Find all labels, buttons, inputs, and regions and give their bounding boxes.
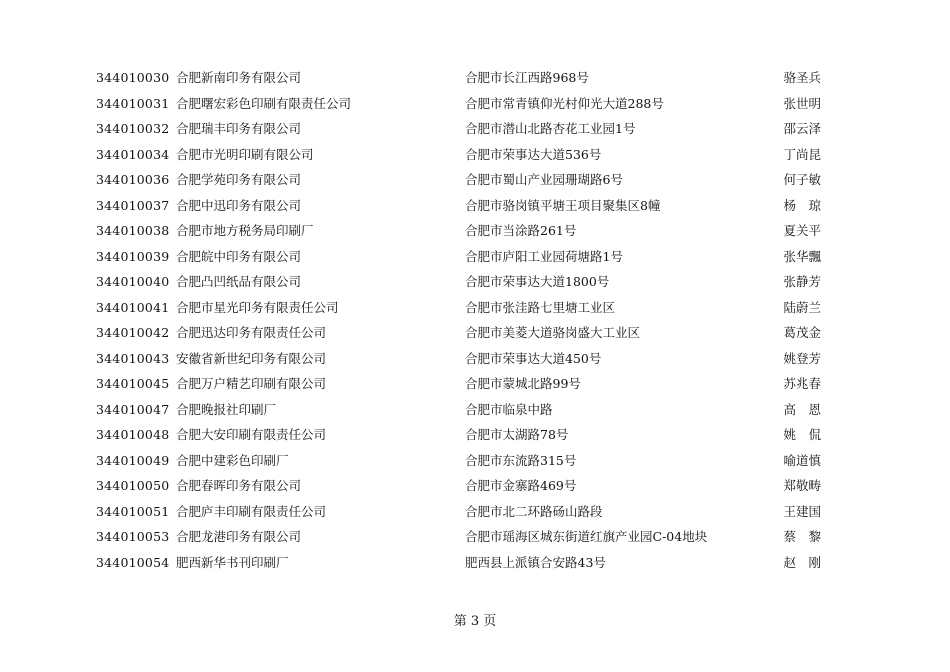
- enterprise-name: 合肥凸凹纸品有限公司: [176, 274, 302, 289]
- contact-person: 张华飄: [783, 248, 821, 264]
- table-row: [0, 448, 950, 474]
- enterprise-address: 合肥市瑶海区城东街道红旗产业园C-04地块: [465, 529, 708, 544]
- enterprise-address: 合肥市当涂路261号: [465, 223, 577, 238]
- enterprise-address: 合肥市潜山北路杏花工业园1号: [465, 121, 636, 136]
- enterprise-name: 安徽省新世纪印务有限公司: [176, 350, 327, 366]
- enterprise-code: 344010032: [96, 121, 170, 136]
- enterprise-code: 344010045: [96, 376, 170, 391]
- enterprise-address: 合肥市长江西路968号: [465, 70, 589, 85]
- contact-person: 邵云泽: [783, 121, 821, 136]
- enterprise-code: 344010037: [96, 197, 170, 213]
- table-row: [0, 371, 950, 397]
- page-number: 第 3 页: [453, 614, 497, 629]
- enterprise-name: 合肥中建彩色印刷厂: [176, 452, 289, 468]
- enterprise-name: 合肥新南印务有限公司: [176, 70, 302, 85]
- contact-person: 丁尚昆: [783, 146, 821, 162]
- enterprise-code: 344010051: [96, 503, 170, 519]
- enterprise-code: 344010038: [96, 223, 170, 238]
- enterprise-code: 344010040: [96, 274, 170, 289]
- enterprise-code: 344010042: [96, 325, 170, 340]
- enterprise-name: 合肥市星光印务有限责任公司: [176, 299, 339, 315]
- table-row: [0, 295, 950, 321]
- contact-person: 郑敬畴: [783, 478, 821, 493]
- contact-person: 喻道慎: [783, 452, 821, 468]
- enterprise-address: 合肥市庐阳工业园荷塘路1号: [465, 248, 623, 264]
- enterprise-address: 合肥市常青镇仰光村仰光大道288号: [465, 95, 664, 111]
- enterprise-name: 合肥市地方税务局印刷厂: [176, 223, 314, 238]
- contact-person: 高 恩: [783, 401, 821, 417]
- enterprise-code: 344010050: [96, 478, 170, 493]
- table-row: [0, 244, 950, 270]
- contact-person: 张静芳: [783, 274, 821, 289]
- contact-person: 蔡 黎: [783, 529, 821, 544]
- enterprise-name: 合肥春晖印务有限公司: [176, 478, 302, 493]
- contact-person: 张世明: [783, 95, 821, 111]
- enterprise-name: 合肥市光明印刷有限公司: [176, 146, 314, 162]
- enterprise-code: 344010034: [96, 146, 170, 162]
- enterprise-address: 合肥市蜀山产业园珊瑚路6号: [465, 172, 623, 187]
- enterprise-name: 合肥晚报社印刷厂: [176, 401, 277, 417]
- table-row: [0, 91, 950, 117]
- enterprise-code: 344010053: [96, 529, 170, 544]
- enterprise-code: 344010047: [96, 401, 170, 417]
- enterprise-address: 肥西县上派镇合安路43号: [465, 554, 606, 570]
- table-row: [0, 550, 950, 576]
- contact-person: 夏关平: [783, 223, 821, 238]
- contact-person: 骆圣兵: [783, 70, 821, 85]
- enterprise-name: 合肥曙宏彩色印刷有限责任公司: [176, 95, 352, 111]
- enterprise-code: 344010036: [96, 172, 170, 187]
- enterprise-address: 合肥市东流路315号: [465, 452, 577, 468]
- table-row: [0, 473, 950, 499]
- enterprise-name: 合肥皖中印务有限公司: [176, 248, 302, 264]
- table-row: [0, 65, 950, 91]
- contact-person: 姚 侃: [783, 427, 821, 442]
- enterprise-address: 合肥市太湖路78号: [465, 427, 569, 442]
- enterprise-address: 合肥市荣事达大道450号: [465, 350, 602, 366]
- table-row: [0, 193, 950, 219]
- enterprise-address: 合肥市北二环路砀山路段: [465, 503, 603, 519]
- enterprise-name: 合肥庐丰印刷有限责任公司: [176, 503, 327, 519]
- enterprise-code: 344010041: [96, 299, 170, 315]
- enterprise-name: 合肥万户精艺印刷有限公司: [176, 376, 327, 391]
- table-row: [0, 269, 950, 295]
- enterprise-name: 合肥学苑印务有限公司: [176, 172, 302, 187]
- contact-person: 王建国: [783, 503, 821, 519]
- enterprise-address: 合肥市荣事达大道1800号: [465, 274, 610, 289]
- table-row: [0, 320, 950, 346]
- enterprise-code: 344010043: [96, 350, 170, 366]
- enterprise-name: 肥西新华书刊印刷厂: [176, 554, 289, 570]
- enterprise-name: 合肥龙港印务有限公司: [176, 529, 302, 544]
- contact-person: 葛茂金: [783, 325, 821, 340]
- enterprise-name: 合肥瑞丰印务有限公司: [176, 121, 302, 136]
- table-row: [0, 422, 950, 448]
- table-row: [0, 499, 950, 525]
- table-row: [0, 218, 950, 244]
- enterprise-code: 344010039: [96, 248, 170, 264]
- table-row: [0, 142, 950, 168]
- table-row: [0, 116, 950, 142]
- contact-person: 苏兆春: [783, 376, 821, 391]
- enterprise-address: 合肥市美菱大道骆岗盛大工业区: [465, 325, 641, 340]
- enterprise-code: 344010030: [96, 70, 170, 85]
- enterprise-address: 合肥市蒙城北路99号: [465, 376, 581, 391]
- table-row: [0, 167, 950, 193]
- contact-person: 陆蔚兰: [783, 299, 821, 315]
- enterprise-address: 合肥市荣事达大道536号: [465, 146, 602, 162]
- table-row: [0, 524, 950, 550]
- enterprise-address: 合肥市张洼路七里塘工业区: [465, 299, 616, 315]
- enterprise-code: 344010049: [96, 452, 170, 468]
- contact-person: 赵 刚: [783, 554, 821, 570]
- enterprise-name: 合肥中迅印务有限公司: [176, 197, 302, 213]
- enterprise-code: 344010054: [96, 554, 170, 570]
- enterprise-address: 合肥市骆岗镇平塘王项目聚集区8幢: [465, 197, 661, 213]
- enterprise-code: 344010031: [96, 95, 170, 111]
- enterprise-address: 合肥市临泉中路: [465, 401, 553, 417]
- table-row: [0, 397, 950, 423]
- contact-person: 杨 琼: [783, 197, 821, 213]
- enterprise-address: 合肥市金寨路469号: [465, 478, 577, 493]
- enterprise-table: [0, 65, 950, 575]
- enterprise-name: 合肥大安印刷有限责任公司: [176, 427, 327, 442]
- contact-person: 何子敏: [783, 172, 821, 187]
- table-row: [0, 346, 950, 372]
- contact-person: 姚登芳: [783, 350, 821, 366]
- enterprise-code: 344010048: [96, 427, 170, 442]
- enterprise-name: 合肥迅达印务有限责任公司: [176, 325, 327, 340]
